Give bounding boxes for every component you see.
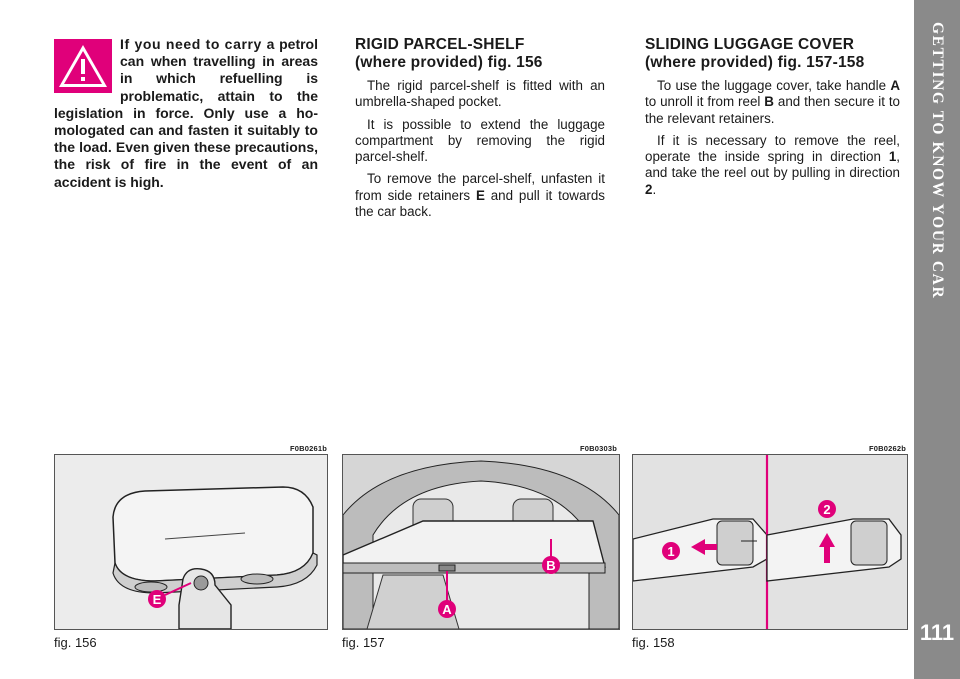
luggage-cover-p2: If it is necessary to remove the reel, operate the inside spring in direction 1, and take the reel out by pulling in direction 2. xyxy=(645,132,900,197)
figure-caption: fig. 156 xyxy=(54,635,97,650)
svg-text:1: 1 xyxy=(667,544,675,559)
luggage-cover-section xyxy=(645,36,900,204)
svg-text:B: B xyxy=(546,558,556,573)
luggage-compartment-illustration xyxy=(343,455,619,629)
section-title: GETTING TO KNOW YOUR CAR xyxy=(929,22,946,300)
rigid-shelf-p1: The rigid parcel-shelf is fitted with an umbrella-shaped pocket. xyxy=(355,78,605,110)
figure-caption: fig. 157 xyxy=(342,635,385,650)
figure-157 xyxy=(342,454,620,630)
svg-text:E: E xyxy=(152,592,162,607)
figure-code: F0B0261b xyxy=(289,444,327,453)
figure-code: F0B0262b xyxy=(868,444,906,453)
rigid-shelf-heading: RIGID PARCEL-SHELF (where provided) fig. 156 xyxy=(355,36,543,71)
page-number: 111 xyxy=(919,620,955,645)
figure-158 xyxy=(632,454,908,630)
rigid-shelf-p2: It is possible to extend the luggage compartment by removing the rigid parcel-shelf. xyxy=(355,116,605,165)
rigid-shelf-section xyxy=(355,36,605,226)
figure-code: F0B0303b xyxy=(579,444,617,453)
figure-caption: fig. 158 xyxy=(632,635,675,650)
warning-triangle-icon xyxy=(54,39,112,93)
svg-text:2: 2 xyxy=(823,502,831,517)
parcel-shelf-illustration xyxy=(55,455,327,629)
luggage-cover-heading: SLIDING LUGGAGE COVER (where provided) fig. 157-158 xyxy=(645,36,865,71)
warning-block xyxy=(54,36,318,191)
figure-156 xyxy=(54,454,328,630)
warning-text: If you need to carry a petrol can when travelling in areas in which refuelling is problematic, attain to the legislation in force. Only use a homologated can and fasten it suitably to the load. Even given these precautions, the risk of fire in the event of an accident is high. xyxy=(54,36,318,190)
rigid-shelf-p3: To remove the parcel-shelf, unfasten it from side retainers E and pull it towards the car back. xyxy=(355,171,605,220)
luggage-cover-p1: To use the luggage cover, take handle A to unroll it from reel B and then secure it to the relevant retainers. xyxy=(645,78,900,126)
svg-text:A: A xyxy=(442,602,452,617)
reel-removal-illustration xyxy=(633,455,907,629)
